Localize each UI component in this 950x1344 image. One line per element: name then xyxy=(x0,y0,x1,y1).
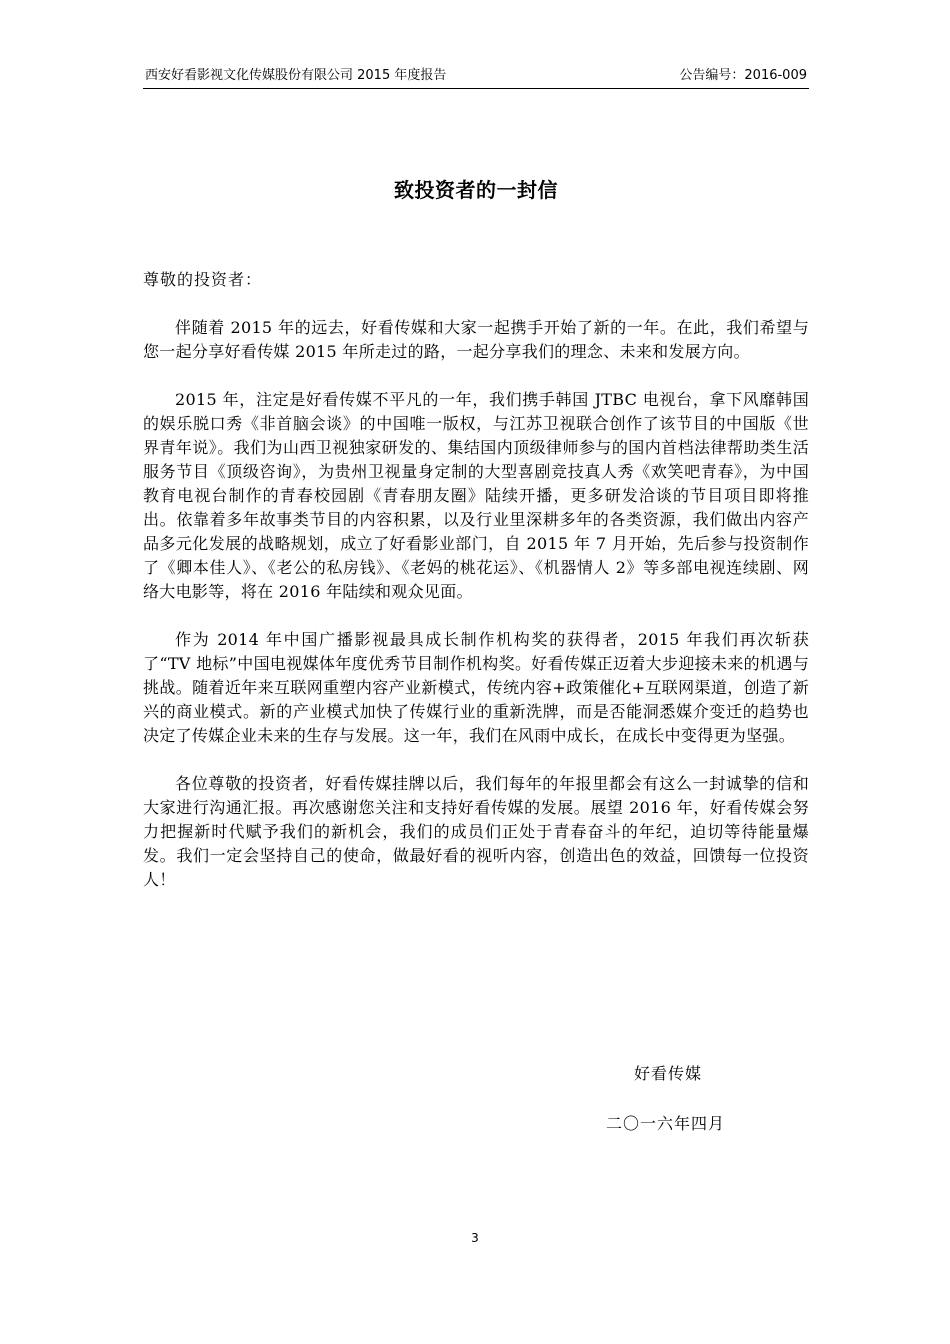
report-title: 西安好看影视文化传媒股份有限公司 2015 年度报告 xyxy=(145,68,447,83)
signature-date: 二〇一六年四月 xyxy=(606,1114,726,1133)
paragraph-2015-review: 2015 年，注定是好看传媒不平凡的一年，我们携手韩国 JTBC 电视台，拿下风靡韩国的娱乐脱口秀《非首脑会谈》的中国唯一版权，与江苏卫视联合创作了该节目的中国版《世界青年说》。我们为山西卫视独家研发的、集结国内顶级律师参与的国内首档法律帮助类生活服务节目《顶级咨询》，为贵州卫视量身定制的大型喜剧竞技真人秀《欢笑吧青春》，为中国教育电视台制作的青春校园剧《青春朋友圈》陆续开播，更多研发洽谈的节目项目即将推出。依靠着多年故事类节目的内容积累，以及行业里深耕多年的各类资源，我们做出内容产品多元化发展的战略规划，成立了好看影业部门，自 2015 年 7 月开始，先后参与投资制作了《卿本佳人》、《老公的私房钱》、《老妈的桃花运》、《机器情人 2》等多部电视连续剧、网络大电影等，将在 2016 年陆续和观众见面。 xyxy=(143,390,809,601)
salutation: 尊敬的投资者： xyxy=(143,270,263,289)
letter-body xyxy=(143,316,809,916)
page-number: 3 xyxy=(471,1231,479,1245)
paragraph-awards: 作为 2014 年中国广播影视最具成长制作机构奖的获得者，2015 年我们再次斩获了“TV 地标”中国电视媒体年度优秀节目制作机构奖。好看传媒正迈着大步迎接未来的机遇与挑战。随着近年来互联网重塑内容产业新模式，传统内容+政策催化+互联网渠道，创造了新兴的商业模式。新的产业模式加快了传媒行业的重新洗牌，而是否能洞悉媒介变迁的趋势也决定了传媒企业未来的生存与发展。这一年，我们在风雨中成长，在成长中变得更为坚强。 xyxy=(143,630,809,745)
paragraph-intro: 伴随着 2015 年的远去，好看传媒和大家一起携手开始了新的一年。在此，我们希望与您一起分享好看传媒 2015 年所走过的路，一起分享我们的理念、未来和发展方向。 xyxy=(143,318,809,361)
announcement-number: 公告编号：2016-009 xyxy=(679,68,807,83)
signature: 好看传媒 xyxy=(634,1064,703,1083)
paragraph-closing: 各位尊敬的投资者，好看传媒挂牌以后，我们每年的年报里都会有这么一封诚挚的信和大家进行沟通汇报。再次感谢您关注和支持好看传媒的发展。展望 2016 年，好看传媒会努力把握新时代赋予我们的新机会，我们的成员们正处于青春奋斗的年纪，迫切等待能量爆发。我们一定会坚持自己的使命，做最好看的视听内容，创造出色的效益，回馈每一位投资人！ xyxy=(143,774,809,889)
letter-title: 致投资者的一封信 xyxy=(394,178,558,202)
page-header xyxy=(143,66,809,89)
